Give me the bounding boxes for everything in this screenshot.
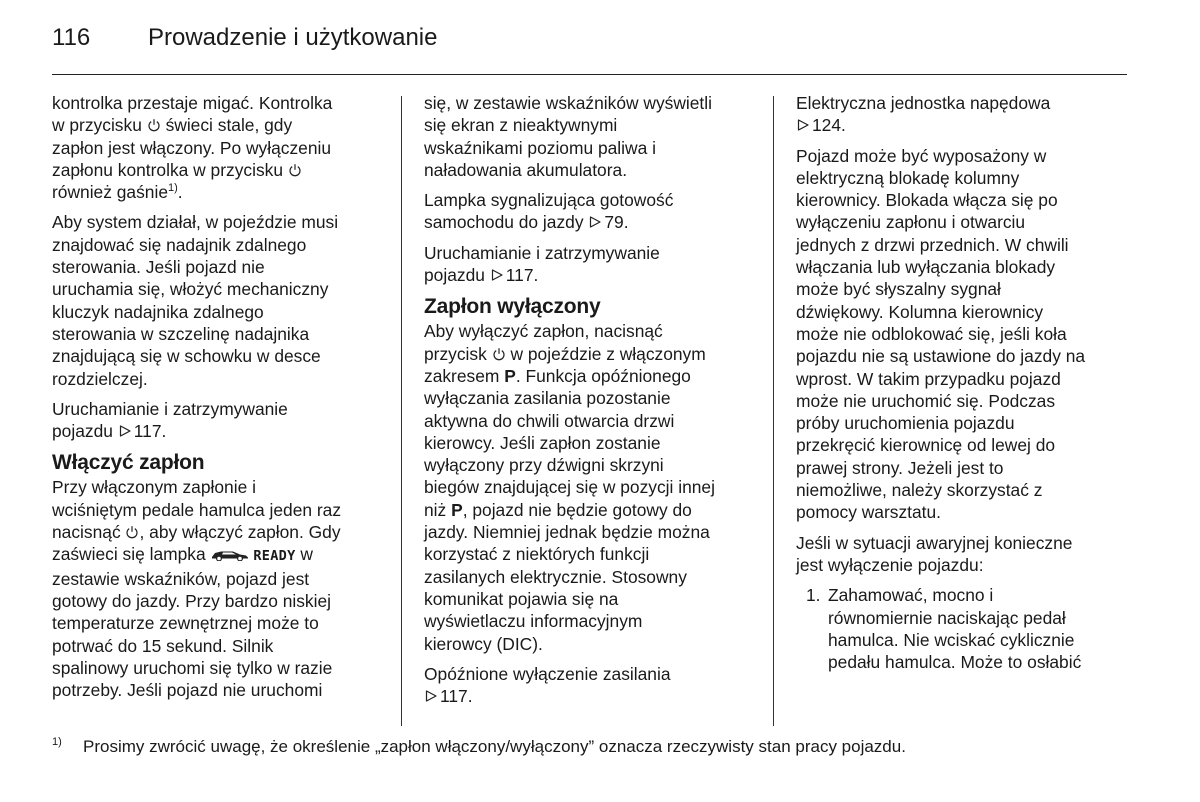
section-heading: Włączyć zapłon — [52, 451, 205, 475]
text-line: Uruchamianie i zatrzymywanie — [52, 398, 288, 419]
power-button-icon — [147, 118, 161, 132]
footnote-text: Prosimy zwrócić uwagę, że określenie „zapłon włączony/wyłączony” oznacza rzeczywisty stan pracy pojazdu. — [83, 737, 906, 756]
text-line: zaświeci się lampka READY w — [52, 544, 313, 565]
text-line: naładowania akumulatora. — [424, 159, 628, 180]
text-line: może nie uruchomić się. Podczas — [796, 390, 1056, 411]
text-line: Uruchamianie i zatrzymywanie — [424, 242, 660, 263]
text-line: niż P, pojazd nie będzie gotowy do — [424, 499, 692, 520]
column-divider — [773, 96, 774, 726]
text-line: Przy włączonym zapłonie i — [52, 477, 256, 498]
text-line: Elektryczna jednostka napędowa — [796, 93, 1051, 113]
cross-reference — [796, 92, 1131, 137]
paragraph — [52, 211, 387, 389]
page-reference-arrow-icon — [588, 215, 602, 229]
paragraph — [424, 92, 759, 181]
text-line: 117. — [424, 685, 759, 707]
text-line: włączania lub wyłączania blokady — [796, 257, 1056, 278]
numbered-list — [796, 584, 1131, 673]
text-line: znajdować się nadajnik zdalnego — [52, 234, 307, 255]
text-line: przekręcić kierownicę od lewej do — [796, 435, 1056, 456]
footnote-reference: 1) — [168, 182, 178, 195]
list-item-number: 1. — [806, 585, 821, 606]
page-reference-arrow-icon — [424, 689, 438, 703]
power-button-icon — [288, 163, 302, 177]
text-line: Jeśli w sytuacji awaryjnej konieczne — [796, 532, 1073, 553]
page-header — [52, 24, 1127, 60]
text-line: elektryczną blokadę kolumny — [796, 167, 1020, 188]
paragraph — [424, 320, 759, 654]
text-line: kierowcy. Jeśli zapłon zostanie — [424, 432, 661, 453]
text-line: próby uruchomienia pojazdu — [796, 413, 1015, 434]
text-line: nacisnąć , aby włączyć zapłon. Gdy — [52, 522, 341, 543]
text-line: kierowcy (DIC). — [424, 633, 543, 654]
text-line: Aby system działał, w pojeździe musi — [52, 212, 339, 233]
column-1 — [52, 92, 387, 709]
text-line: wyłączania zasilania pozostanie — [424, 388, 671, 409]
text-line: również gaśnie$^{1)}$. — [52, 182, 183, 203]
text-line: jednych z drzwi przednich. W chwili — [796, 234, 1069, 255]
text-line: znajdującą się w schowku w desce — [52, 346, 321, 367]
text-line: aktywna do chwili otwarcia drzwi — [424, 410, 675, 431]
text-line: zapłon jest włączony. Po wyłączeniu — [52, 137, 332, 158]
text-line: zasilanych elektrycznie. Stosowny — [424, 566, 687, 587]
text-line: samochodu do jazdy 79. — [424, 212, 629, 233]
paragraph — [796, 145, 1131, 524]
text-line: pedału hamulca. Może to osłabić — [828, 652, 1082, 673]
power-button-icon — [125, 525, 139, 539]
text-line: jest wyłączenie pojazdu: — [796, 554, 984, 575]
text-line: biegów znajdującej się w pozycji innej — [424, 477, 715, 498]
ready-indicator-label: READY — [253, 548, 296, 565]
text-line: gotowy do jazdy. Przy bardzo niskiej — [52, 590, 332, 611]
text-line: komunikat pojawia się na — [424, 588, 619, 609]
text-line: Zahamować, mocno i — [828, 585, 994, 606]
column-divider — [401, 96, 402, 726]
text-line: dźwiękowy. Kolumna kierownicy — [796, 301, 1044, 322]
text-line: w przycisku świeci stale, gdy — [52, 115, 293, 136]
text-line: spalinowy uruchomi się tylko w razie — [52, 657, 333, 678]
cross-reference — [424, 189, 759, 234]
text-line: przycisk w pojeździe z włączonym — [424, 343, 706, 364]
text-line: równomiernie naciskając pedał — [828, 607, 1066, 628]
text-line: pomocy warsztatu. — [796, 502, 941, 523]
power-button-icon — [492, 347, 506, 361]
text-line: wciśniętym pedale hamulca jeden raz — [52, 499, 342, 520]
car-ready-icon — [211, 547, 249, 561]
column-2 — [424, 92, 759, 715]
text-line: hamulca. Nie wciskać cyklicznie — [828, 629, 1075, 650]
footnote-mark: 1) — [52, 736, 62, 748]
paragraph — [796, 532, 1131, 577]
text-line: zestawie wskaźników, pojazd jest — [52, 568, 310, 589]
cross-reference — [424, 242, 759, 287]
text-line: kierownicy. Blokada włącza się po — [796, 190, 1058, 211]
text-line: niemożliwe, należy skorzystać z — [796, 480, 1043, 501]
cross-reference — [52, 398, 387, 443]
text-line: się ekran z nieaktywnymi — [424, 115, 618, 136]
chapter-title: Prowadzenie i użytkowanie — [148, 24, 438, 51]
text-line: uruchamia się, włożyć mechaniczny — [52, 279, 329, 300]
text-line: pojazdu nie są ustawione do jazdy na — [796, 346, 1086, 367]
page-reference-arrow-icon — [490, 268, 504, 282]
text-line: Opóźnione wyłączenie zasilania — [424, 663, 671, 684]
text-line: sterowania. Jeśli pojazd nie — [52, 257, 265, 278]
paragraph — [52, 92, 387, 203]
text-line: zapłonu kontrolka w przycisku — [52, 159, 387, 181]
text-line: się, w zestawie wskaźników wyświetli — [424, 93, 712, 113]
text-line: Lampka sygnalizująca gotowość — [424, 190, 674, 211]
text-line: prawej strony. Jeżeli jest to — [796, 457, 1004, 478]
text-line: wyłączeniu zapłonu i otwarciu — [796, 212, 1026, 233]
text-line: kluczyk nadajnika zdalnego — [52, 301, 264, 322]
header-divider — [52, 74, 1127, 75]
text-line: wyświetlaczu informacyjnym — [424, 611, 643, 632]
text-line: zakresem P. Funkcja opóźnionego — [424, 365, 691, 386]
text-line: Aby wyłączyć zapłon, nacisnąć — [424, 321, 663, 342]
text-line: sterowania w szczelinę nadajnika — [52, 323, 310, 344]
text-line: potrzeby. Jeśli pojazd nie uruchomi — [52, 680, 323, 701]
text-line: potrwać do 15 sekund. Silnik — [52, 635, 274, 656]
page-reference-arrow-icon — [796, 118, 810, 132]
text-line: może nie odblokować się, jeśli koła — [796, 323, 1067, 344]
text-line: temperaturze zewnętrznej może to — [52, 613, 319, 634]
text-line: może być słyszalny sygnał — [796, 279, 1001, 300]
paragraph — [52, 476, 387, 701]
text-line: korzystać z niektórych funkcji — [424, 544, 650, 565]
list-item — [796, 584, 1131, 673]
text-line: kontrolka przestaje migać. Kontrolka — [52, 93, 333, 113]
text-line: 124. — [796, 114, 1131, 136]
text-line: jazdy. Niemniej jednak będzie można — [424, 522, 710, 543]
text-line: wskaźnikami poziomu paliwa i — [424, 137, 656, 158]
column-3 — [796, 92, 1131, 673]
cross-reference — [424, 663, 759, 708]
page-reference-arrow-icon — [118, 424, 132, 438]
page-number: 116 — [52, 24, 91, 51]
text-line: pojazdu 117. — [52, 421, 167, 442]
text-line: wprost. W takim przypadku pojazd — [796, 368, 1061, 389]
text-line: Pojazd może być wyposażony w — [796, 145, 1047, 166]
section-heading: Zapłon wyłączony — [424, 295, 601, 319]
text-line: pojazdu 117. — [424, 265, 539, 286]
text-line: wyłączony przy dźwigni skrzyni — [424, 455, 664, 476]
text-line: rozdzielczej. — [52, 368, 148, 389]
